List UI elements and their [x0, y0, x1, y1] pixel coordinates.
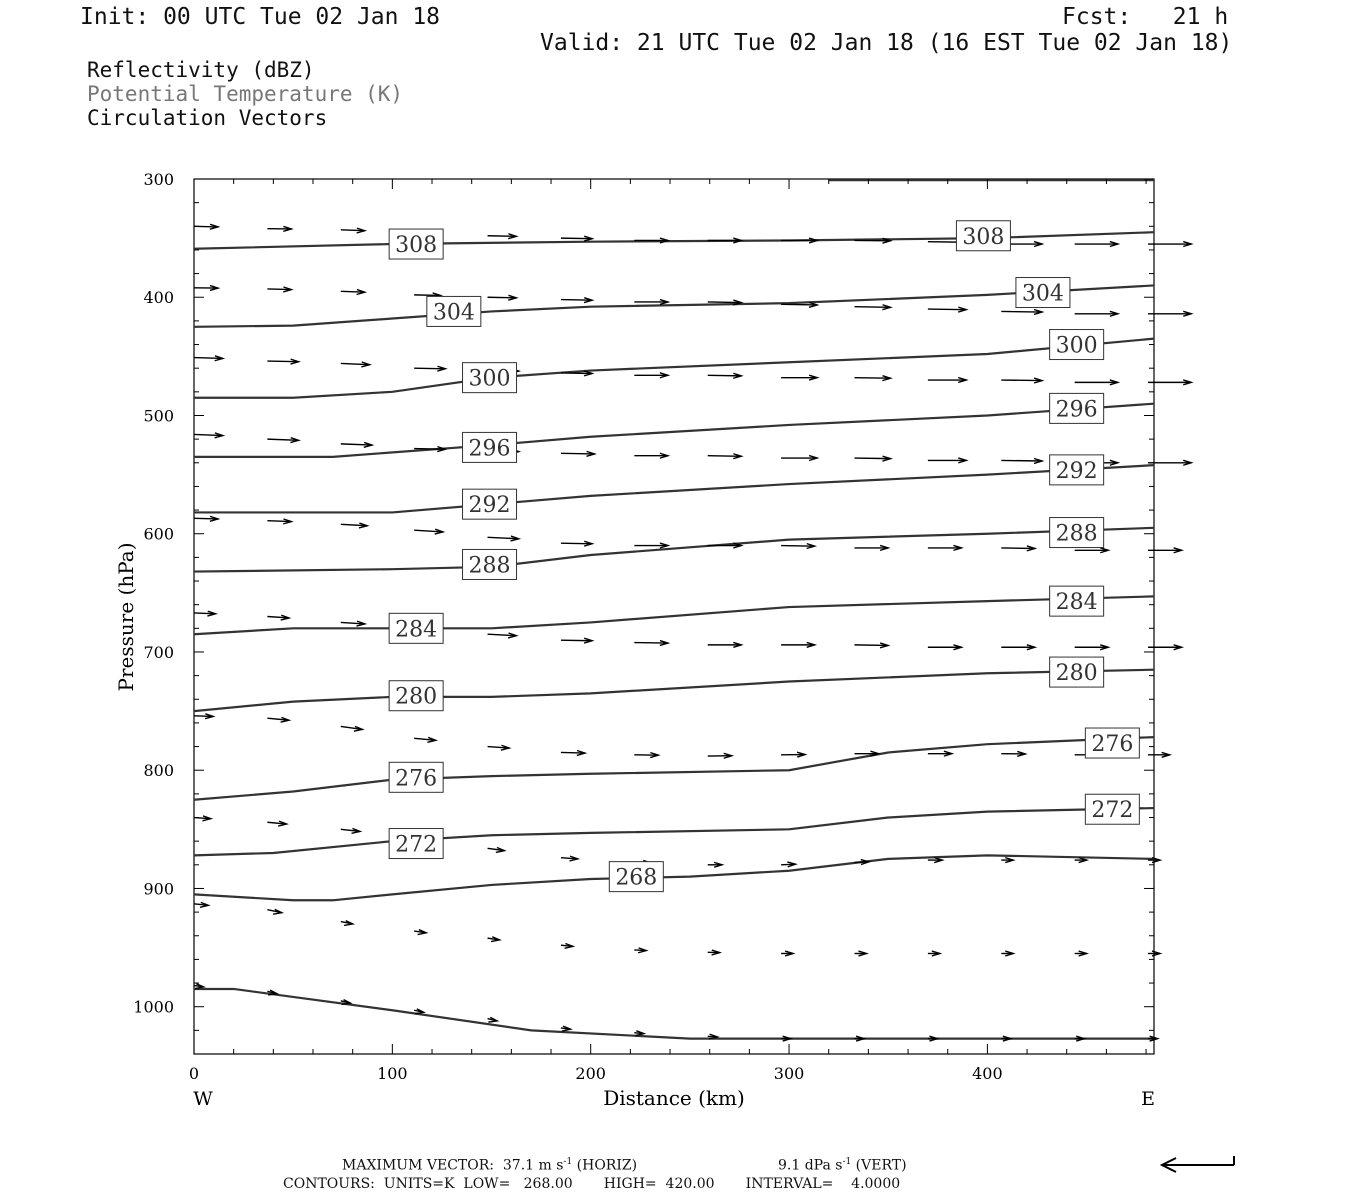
y-axis-title: Pressure (hPa)	[114, 542, 138, 692]
circulation-vector	[341, 726, 363, 731]
svg-text:272: 272	[1091, 798, 1134, 824]
circulation-vector	[194, 902, 208, 907]
circulation-vector	[414, 529, 443, 534]
circulation-vector	[1001, 751, 1025, 756]
legend-reflectivity: Reflectivity (dBZ)	[87, 58, 315, 82]
circulation-vector	[488, 745, 510, 750]
svg-text:308: 308	[962, 224, 1005, 250]
circulation-vector	[488, 234, 517, 239]
contour-label-284	[389, 613, 443, 643]
contour-label-280	[1050, 657, 1104, 687]
circulation-vector	[561, 638, 592, 643]
svg-text:304: 304	[1021, 281, 1064, 307]
circulation-vector	[1001, 378, 1042, 383]
contour-label-296	[1050, 393, 1104, 423]
max-vector-text: MAXIMUM VECTOR: 37.1 m $s^{-1}$ (HORIZ)	[342, 1157, 638, 1174]
circulation-vector	[267, 359, 298, 364]
svg-text:300: 300	[1055, 333, 1098, 359]
circulation-vector	[854, 305, 890, 310]
contour-284	[194, 596, 1154, 634]
x-axis-title: Distance (km)	[603, 1086, 745, 1110]
circulation-vector	[634, 753, 658, 758]
circulation-vector	[854, 545, 888, 550]
contour-label-284	[1050, 586, 1104, 616]
circulation-vector	[1075, 1036, 1085, 1041]
circulation-vector	[928, 545, 962, 550]
circulation-vector	[1075, 380, 1118, 385]
circulation-vector	[1001, 458, 1042, 463]
circulation-vector	[634, 948, 646, 953]
contour-label-276	[389, 762, 443, 792]
circulation-vector	[561, 298, 592, 303]
circulation-vector	[708, 454, 742, 459]
circulation-vector	[414, 366, 445, 371]
circulation-vector	[561, 236, 592, 241]
x-tick-label: 400	[972, 1064, 1003, 1083]
svg-text:292: 292	[468, 493, 511, 519]
circulation-vector	[1001, 951, 1013, 956]
circulation-vector	[854, 951, 866, 956]
circulation-vector	[267, 438, 298, 443]
circulation-vector	[781, 544, 815, 549]
circulation-vector	[194, 714, 213, 719]
contour-label-292	[463, 489, 517, 519]
circulation-vector	[341, 290, 365, 295]
contour-label-288	[463, 549, 517, 579]
svg-text:284: 284	[1055, 590, 1098, 616]
circulation-vector	[194, 286, 218, 291]
circulation-vector	[267, 615, 289, 620]
circulation-vector	[708, 950, 720, 955]
contour-label-288	[1050, 518, 1104, 548]
contour-info-text: CONTOURS: UNITS=K LOW= 268.00 HIGH= 420.00 INTERVAL= 4.0000	[283, 1176, 901, 1192]
circulation-vector	[1075, 548, 1109, 553]
circulation-vector	[928, 645, 962, 650]
circulation-vector	[414, 737, 436, 742]
circulation-vector	[488, 1017, 498, 1022]
circulation-vector	[781, 375, 817, 380]
circulation-vector	[781, 862, 795, 867]
svg-text:276: 276	[1091, 732, 1134, 758]
contour-304	[194, 285, 1154, 326]
svg-text:284: 284	[395, 617, 438, 643]
y-tick-label: 400	[143, 288, 174, 308]
contour-label-276	[1085, 728, 1139, 758]
circulation-vector	[928, 951, 940, 956]
circulation-vector	[781, 642, 815, 647]
forecast-hour: Fcst: 21 h	[1062, 4, 1229, 30]
circulation-vector	[488, 937, 500, 942]
contour-label-272	[1085, 794, 1139, 824]
circulation-vector	[341, 442, 372, 447]
svg-text:276: 276	[395, 766, 438, 792]
circulation-vector	[781, 456, 817, 461]
circulation-vector	[341, 523, 367, 528]
circulation-vector	[928, 378, 966, 383]
y-tick-label: 300	[143, 170, 174, 189]
svg-text:280: 280	[1055, 661, 1098, 687]
contour-296	[194, 404, 1154, 457]
legend-potential-temperature: Potential Temperature (K)	[87, 82, 404, 106]
circulation-vector	[1075, 645, 1109, 650]
circulation-vector	[1075, 242, 1118, 247]
circulation-vector	[194, 984, 204, 989]
circulation-vector	[194, 516, 218, 521]
circulation-vector	[854, 1036, 864, 1041]
circulation-vector	[708, 238, 742, 243]
circulation-vector	[708, 642, 742, 647]
svg-text:296: 296	[1055, 397, 1098, 423]
circulation-vector	[928, 751, 952, 756]
contour-300	[194, 339, 1154, 398]
circulation-vector	[781, 951, 793, 956]
y-tick-label: 800	[143, 761, 174, 781]
circulation-vector	[708, 862, 722, 867]
circulation-vector	[488, 295, 517, 300]
circulation-vector	[488, 633, 517, 638]
circulation-vector	[928, 1036, 938, 1041]
legend-circulation-vectors: Circulation Vectors	[87, 106, 328, 130]
circulation-vector	[341, 228, 365, 233]
contour-label-300	[1050, 330, 1104, 360]
svg-text:268: 268	[615, 865, 658, 891]
circulation-vector	[488, 848, 505, 853]
contour-label-308	[389, 229, 443, 259]
circulation-vector	[194, 611, 216, 616]
circulation-vector	[561, 856, 578, 861]
svg-text:280: 280	[395, 684, 438, 710]
circulation-vector	[1075, 311, 1118, 316]
circulation-vector	[1001, 1036, 1011, 1041]
circulation-vector	[561, 541, 592, 546]
circulation-vector	[781, 238, 817, 243]
circulation-vector	[708, 753, 732, 758]
contour-272	[194, 808, 1154, 855]
circulation-vector	[634, 641, 668, 646]
circulation-vector	[1001, 310, 1042, 315]
circulation-vector	[634, 300, 668, 305]
svg-text:308: 308	[395, 233, 438, 259]
x-axis-west-label: W	[193, 1088, 213, 1110]
svg-text:304: 304	[432, 300, 475, 326]
circulation-vector	[341, 921, 353, 926]
circulation-vector	[634, 1031, 644, 1036]
reference-vector-icon	[1162, 1156, 1234, 1172]
circulation-vector	[194, 816, 211, 821]
x-tick-label: 0	[188, 1064, 200, 1083]
circulation-vector	[928, 307, 966, 312]
y-tick-label: 1000	[133, 997, 174, 1017]
circulation-vector	[1001, 546, 1035, 551]
x-tick-label: 200	[575, 1064, 606, 1083]
contour-276	[194, 737, 1154, 800]
circulation-vector	[781, 1036, 791, 1041]
contour-label-268	[609, 862, 663, 892]
circulation-vector	[194, 356, 223, 361]
circulation-vector	[854, 376, 890, 381]
circulation-vector	[341, 621, 365, 626]
circulation-vector	[341, 1000, 351, 1005]
circulation-vector	[414, 930, 426, 935]
x-axis-east-label: E	[1141, 1088, 1155, 1110]
contour-label-304	[427, 296, 481, 326]
circulation-vector	[488, 536, 519, 541]
x-tick-label: 100	[377, 1064, 408, 1083]
circulation-vector	[1001, 645, 1035, 650]
circulation-vector	[1148, 548, 1182, 553]
circulation-vector	[634, 373, 668, 378]
circulation-vector	[1148, 1036, 1158, 1041]
contour-292	[194, 465, 1154, 512]
contour-label-292	[1050, 455, 1104, 485]
contour-label-308	[956, 221, 1010, 251]
max-vertical-text: 9.1 dPa $s^{-1}$ (VERT)	[778, 1157, 907, 1174]
circulation-vector	[341, 828, 360, 833]
circulation-vector	[414, 1009, 424, 1014]
contour-288	[194, 528, 1154, 572]
circulation-vector	[561, 451, 595, 456]
circulation-vector	[634, 543, 668, 548]
svg-text:272: 272	[395, 832, 438, 858]
circulation-vector	[267, 909, 281, 914]
circulation-vector	[194, 433, 223, 438]
svg-text:288: 288	[1055, 521, 1098, 547]
circulation-vector	[267, 519, 291, 524]
circulation-vector	[854, 456, 890, 461]
svg-text:288: 288	[468, 553, 511, 579]
circulation-vector	[267, 717, 289, 722]
circulation-vector	[561, 943, 573, 948]
y-tick-label: 900	[143, 879, 174, 899]
x-tick-label: 300	[773, 1064, 805, 1083]
valid-time: Valid: 21 UTC Tue 02 Jan 18 (16 EST Tue 02 Jan 18)	[540, 30, 1233, 56]
contour-label-272	[389, 829, 443, 859]
circulation-vector	[267, 226, 291, 231]
circulation-vector	[561, 1026, 571, 1031]
y-tick-label: 700	[143, 642, 174, 662]
circulation-vector	[267, 821, 286, 826]
svg-text:296: 296	[468, 436, 511, 462]
circulation-vector	[928, 458, 966, 463]
svg-text:300: 300	[468, 366, 511, 392]
contour-280	[194, 670, 1154, 711]
svg-text:292: 292	[1055, 458, 1098, 484]
circulation-vector	[1075, 951, 1087, 956]
contour-268	[194, 855, 1154, 900]
circulation-vector	[1148, 645, 1182, 650]
y-tick-label: 500	[143, 406, 174, 426]
circulation-vector	[1148, 951, 1160, 956]
circulation-vector	[267, 287, 291, 292]
circulation-vector	[561, 751, 585, 756]
init-time: Init: 00 UTC Tue 02 Jan 18	[80, 4, 441, 30]
circulation-vector	[1148, 752, 1170, 757]
circulation-vector	[1001, 858, 1013, 863]
circulation-vector	[267, 990, 277, 995]
circulation-vector	[634, 453, 668, 458]
contour-label-300	[463, 363, 517, 393]
contour-label-296	[463, 432, 517, 462]
circulation-vector	[854, 643, 888, 648]
contour-label-304	[1016, 278, 1070, 308]
contour-unlabeled	[194, 989, 1154, 1039]
circulation-vector	[341, 362, 370, 367]
contour-label-280	[389, 681, 443, 711]
circulation-vector	[781, 752, 805, 757]
y-tick-label: 600	[143, 524, 174, 544]
circulation-vector	[708, 373, 742, 378]
